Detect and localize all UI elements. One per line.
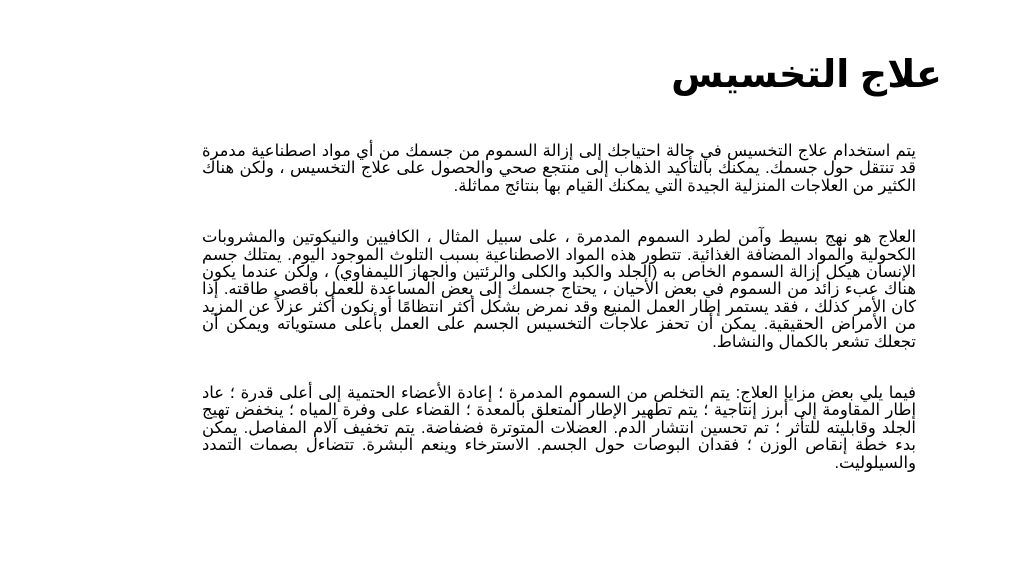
slide-title: علاج التخسيس <box>671 54 942 96</box>
paragraph-intro: يتم استخدام علاج التخسيس في حالة احتياجك إلى إزالة السموم من جسمك من أي مواد اصطناعية مدمرة قد تنتقل حول جسمك. يمكنك بالتأكيد الذهاب إلى منتجع صحي والحصول على علاج التخسيس ، ولكن هناك الكثير من العلاجات المنزلية الجيدة التي يمكنك القيام بها بنتائج مماثلة. <box>202 142 916 195</box>
slide-body <box>202 143 916 472</box>
paragraph-detox-approach: العلاج هو نهج بسيط وآمن لطرد السموم المدمرة ، على سبيل المثال ، الكافيين والنيكوتين والمشروبات الكحولية والمواد المضافة الغذائية. تتطور هذه المواد الاصطناعية بسبب التلوث الموجود اليوم. يمتلك جسم الإنسان هيكل إزالة السموم الخاص به (الجلد والكبد والكلى والرئتين والجهاز الليمفاوي) ، ولكن عندما يكون هناك عبء زائد من السموم في بعض الأحيان ، يحتاج جسمك إلى بعض المساعدة للعمل بأقصى طاقته. إذا كان الأمر كذلك ، فقد يستمر إطار العمل المنيع وقد نمرض بشكل أكثر انتظامًا أو نكون أكثر عزلاً عن المزيد من الأمراض الحقيقية. يمكن أن تحفز علاجات التخسيس الجسم على العمل بأعلى مستوياته ويمكن أن تجعلك تشعر بالكمال والنشاط. <box>202 228 916 351</box>
paragraph-benefits: فيما يلي بعض مزايا العلاج: يتم التخلص من السموم المدمرة ؛ إعادة الأعضاء الحتمية إلى أعلى قدرة ؛ عاد إطار المقاومة إلى أبرز إنتاجية ؛ يتم تطهير الإطار المتعلق بالمعدة ؛ القضاء على وفرة المياه ؛ ينخفض تهيج الجلد وقابليته للتأثر ؛ تم تحسين انتشار الدم. العضلات المتوترة فضفاضة. يتم تخفيف آلام المفاصل. يمكن بدء خطة إنقاص الوزن ؛ فقدان البوصات حول الجسم. الاسترخاء وينعم البشرة. تتضاءل بصمات التمدد والسيلوليت. <box>202 384 916 472</box>
